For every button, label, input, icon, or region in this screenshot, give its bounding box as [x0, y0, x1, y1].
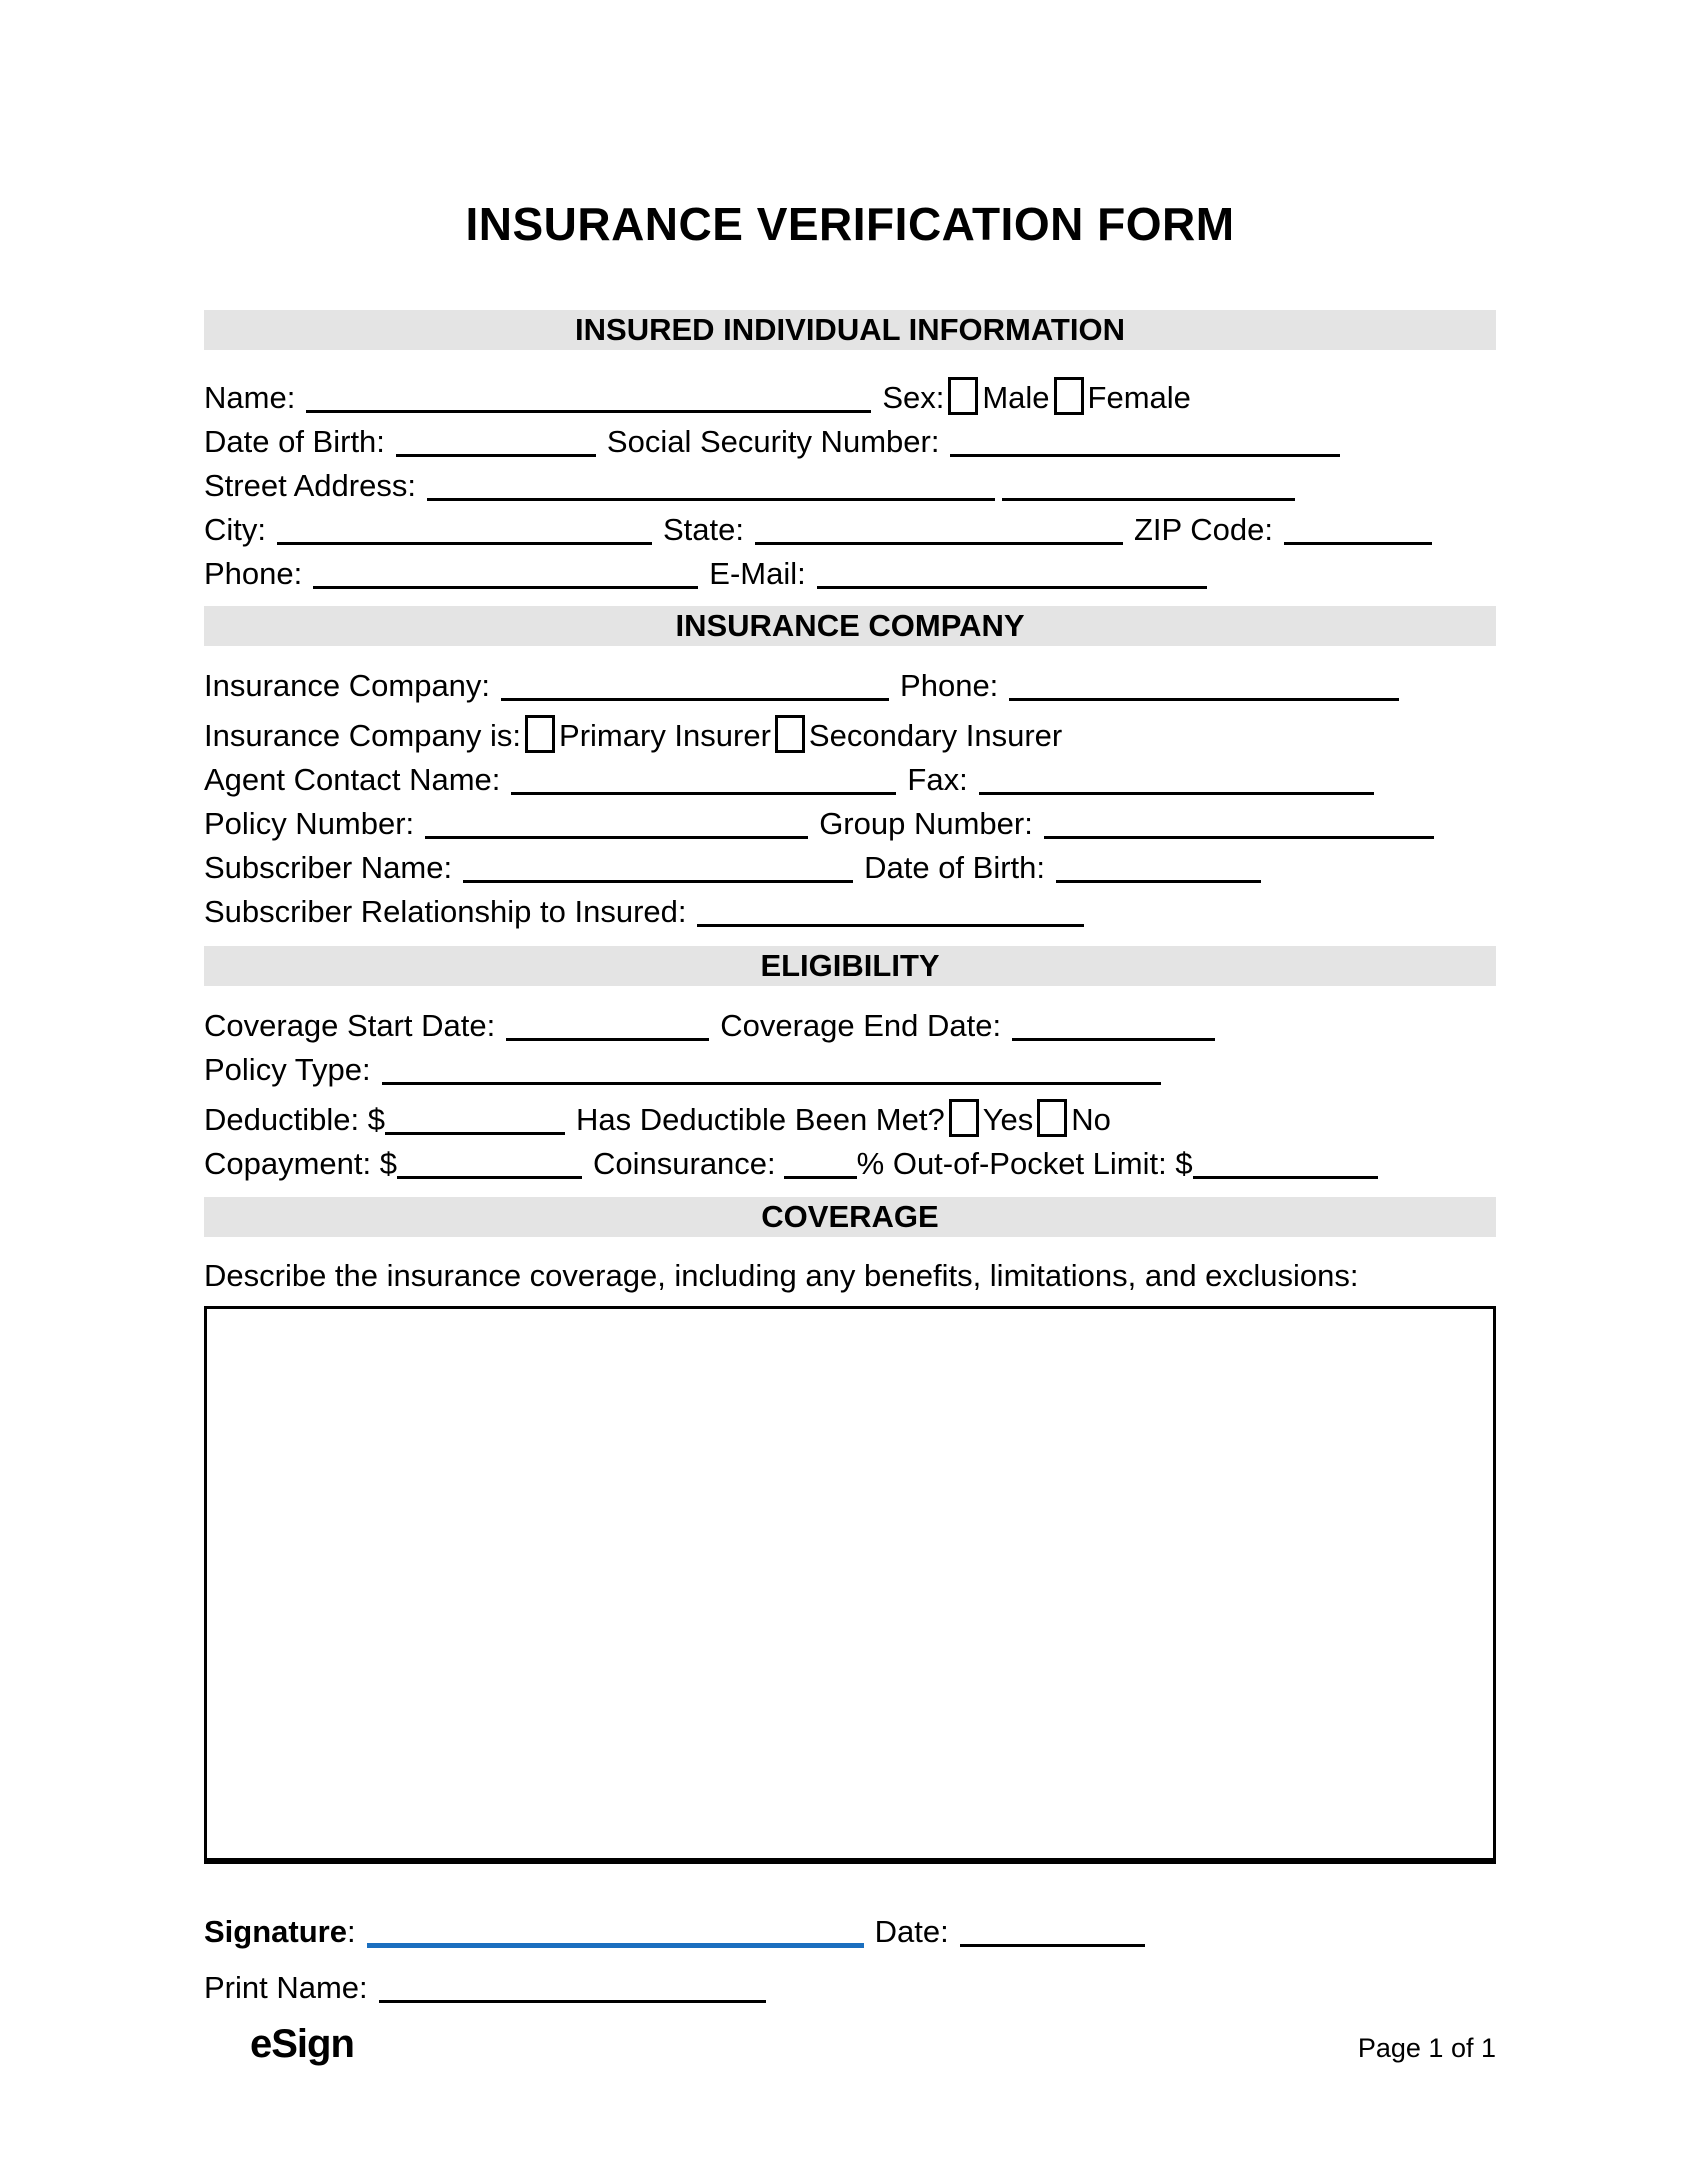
- insurance-company-fill-line[interactable]: [501, 698, 889, 701]
- city-fill-line[interactable]: [277, 542, 652, 545]
- section-insured: [204, 370, 1496, 596]
- name-fill-line[interactable]: [306, 410, 871, 413]
- dob-fill-line[interactable]: [396, 454, 596, 457]
- coinsurance-label: Coinsurance:: [593, 1146, 776, 1181]
- policy-type-label: Policy Type:: [204, 1052, 371, 1087]
- deductible-met-no-checkbox[interactable]: [1037, 1099, 1067, 1137]
- ssn-label: Social Security Number:: [606, 424, 940, 459]
- page-footer: [250, 2022, 1496, 2070]
- male-checkbox[interactable]: [948, 377, 978, 415]
- zip-label: ZIP Code:: [1134, 512, 1274, 547]
- date-label: Date:: [874, 1914, 949, 1949]
- email-label: E-Mail:: [709, 556, 806, 591]
- company-is-label: Insurance Company is:: [204, 718, 522, 753]
- coverage-start-fill-line[interactable]: [506, 1038, 709, 1041]
- section-header-company: INSURANCE COMPANY: [204, 606, 1496, 646]
- sex-label: Sex:: [882, 380, 945, 415]
- row-coverage-dates: [204, 1004, 1496, 1048]
- primary-insurer-label: Primary Insurer: [559, 718, 771, 753]
- section-header-eligibility: ELIGIBILITY: [204, 946, 1496, 986]
- row-subscriber-dob: [204, 846, 1496, 890]
- row-deductible: [204, 1092, 1496, 1142]
- street-fill-line-2[interactable]: [1002, 498, 1295, 501]
- row-signature-date: [204, 1910, 1496, 1954]
- group-number-label: Group Number:: [819, 806, 1033, 841]
- company-phone-label: Phone:: [900, 668, 999, 703]
- deductible-met-yes-checkbox[interactable]: [949, 1099, 979, 1137]
- subscriber-name-fill-line[interactable]: [463, 880, 853, 883]
- coverage-description-box[interactable]: [204, 1306, 1496, 1864]
- section-company: [204, 664, 1496, 934]
- row-relationship: [204, 890, 1496, 934]
- yes-label: Yes: [982, 1102, 1034, 1137]
- page-title: INSURANCE VERIFICATION FORM: [465, 198, 1235, 250]
- oop-limit-fill-line[interactable]: [1193, 1176, 1378, 1179]
- subscriber-dob-label: Date of Birth:: [864, 850, 1046, 885]
- agent-fill-line[interactable]: [511, 792, 896, 795]
- coverage-end-fill-line[interactable]: [1012, 1038, 1215, 1041]
- primary-insurer-checkbox[interactable]: [525, 715, 555, 753]
- row-policy-group: [204, 802, 1496, 846]
- coinsurance-fill-line[interactable]: [784, 1176, 857, 1179]
- dob-label: Date of Birth:: [204, 424, 385, 459]
- print-name-label: Print Name:: [204, 1970, 368, 2005]
- female-checkbox[interactable]: [1054, 377, 1084, 415]
- signature-colon: :: [346, 1914, 356, 1949]
- phone-fill-line[interactable]: [313, 586, 698, 589]
- fax-label: Fax:: [907, 762, 968, 797]
- row-dob-ssn: [204, 420, 1496, 464]
- zip-fill-line[interactable]: [1284, 542, 1432, 545]
- deductible-met-label: Has Deductible Been Met?: [575, 1102, 945, 1137]
- row-name-sex: [204, 370, 1496, 420]
- phone-label: Phone:: [204, 556, 303, 591]
- coverage-end-label: Coverage End Date:: [720, 1008, 1002, 1043]
- subscriber-dob-fill-line[interactable]: [1056, 880, 1261, 883]
- policy-number-label: Policy Number:: [204, 806, 415, 841]
- name-label: Name:: [204, 380, 296, 415]
- secondary-insurer-label: Secondary Insurer: [808, 718, 1063, 753]
- section-header-insured: INSURED INDIVIDUAL INFORMATION: [204, 310, 1496, 350]
- row-policy-type: [204, 1048, 1496, 1092]
- page-number: Page 1 of 1: [1357, 2033, 1496, 2063]
- state-fill-line[interactable]: [755, 542, 1123, 545]
- section-header-coverage: COVERAGE: [204, 1197, 1496, 1237]
- row-company-type: [204, 708, 1496, 758]
- form-content: [204, 0, 1496, 2010]
- state-label: State:: [663, 512, 744, 547]
- city-label: City:: [204, 512, 266, 547]
- row-street: [204, 464, 1496, 508]
- copayment-label: Copayment: $: [204, 1146, 397, 1181]
- female-label: Female: [1087, 380, 1191, 415]
- row-city-state-zip: [204, 508, 1496, 552]
- policy-type-fill-line[interactable]: [382, 1082, 1161, 1085]
- male-label: Male: [982, 380, 1050, 415]
- secondary-insurer-checkbox[interactable]: [775, 715, 805, 753]
- esign-logo: eSign: [250, 2022, 354, 2066]
- signature-line[interactable]: [367, 1943, 864, 1948]
- street-fill-line-1[interactable]: [427, 498, 995, 501]
- row-copayment: [204, 1142, 1496, 1186]
- policy-number-fill-line[interactable]: [425, 836, 808, 839]
- copayment-fill-line[interactable]: [397, 1176, 582, 1179]
- relationship-label: Subscriber Relationship to Insured:: [204, 894, 687, 929]
- oop-limit-label: % Out-of-Pocket Limit: $: [856, 1146, 1193, 1181]
- fax-fill-line[interactable]: [979, 792, 1374, 795]
- ssn-fill-line[interactable]: [950, 454, 1340, 457]
- print-name-fill-line[interactable]: [379, 2000, 766, 2003]
- street-label: Street Address:: [204, 468, 416, 503]
- row-agent-fax: [204, 758, 1496, 802]
- coverage-describe-label: Describe the insurance coverage, including any benefits, limitations, and exclusions:: [204, 1258, 1359, 1293]
- deductible-label: Deductible: $: [204, 1102, 385, 1137]
- agent-label: Agent Contact Name:: [204, 762, 501, 797]
- email-fill-line[interactable]: [817, 586, 1207, 589]
- no-label: No: [1071, 1102, 1111, 1137]
- section-eligibility: [204, 1004, 1496, 1186]
- coverage-start-label: Coverage Start Date:: [204, 1008, 496, 1043]
- row-company-phone: [204, 664, 1496, 708]
- group-number-fill-line[interactable]: [1044, 836, 1434, 839]
- subscriber-name-label: Subscriber Name:: [204, 850, 453, 885]
- signature-label: Signature: [204, 1914, 347, 1949]
- company-phone-fill-line[interactable]: [1009, 698, 1399, 701]
- date-fill-line[interactable]: [960, 1944, 1145, 1947]
- insurance-company-label: Insurance Company:: [204, 668, 491, 703]
- row-print-name: [204, 1966, 1496, 2010]
- deductible-fill-line[interactable]: [385, 1132, 565, 1135]
- relationship-fill-line[interactable]: [697, 924, 1084, 927]
- row-phone-email: [204, 552, 1496, 596]
